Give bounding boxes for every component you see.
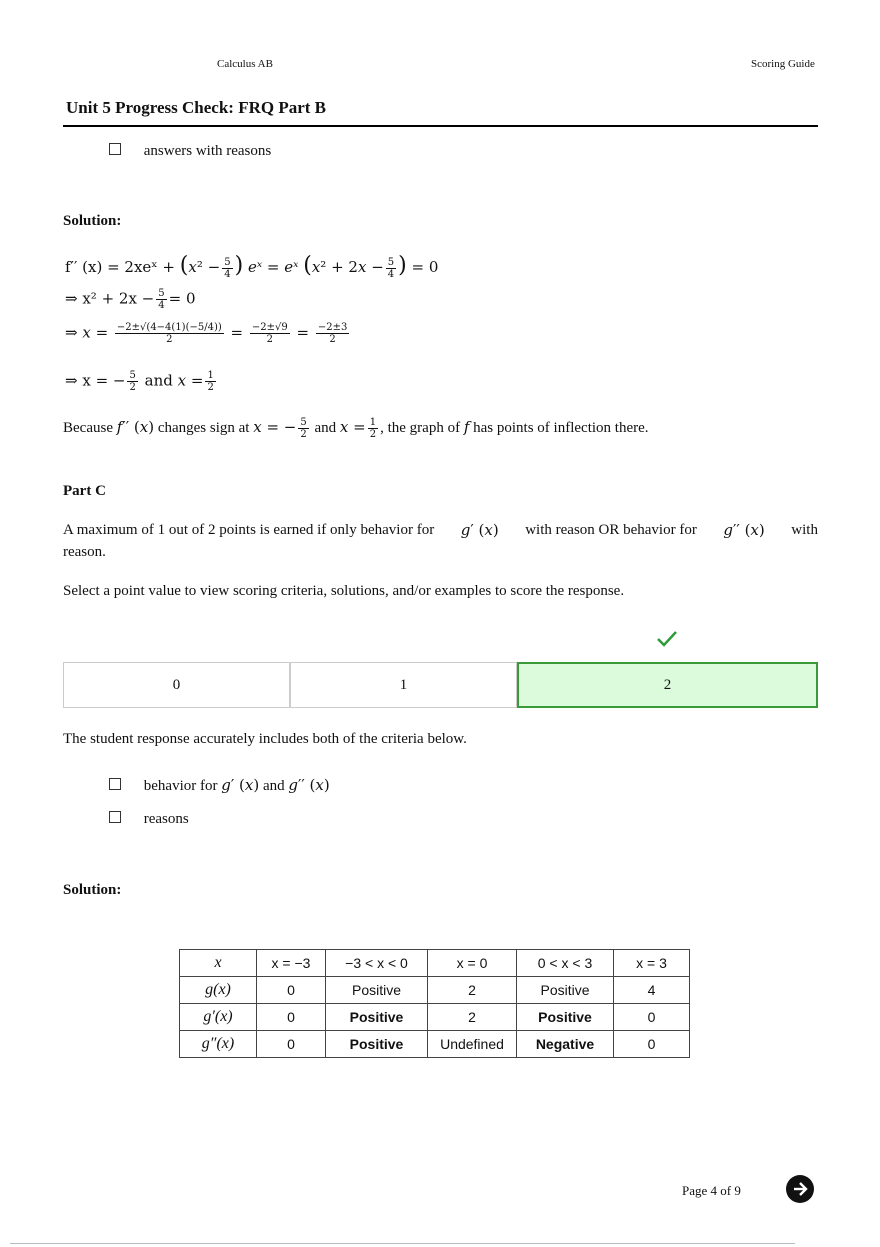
arrow-right-icon (791, 1180, 809, 1198)
part-c-heading: Part C (63, 483, 106, 499)
criteria-intro: The student response accurately includes both of the criteria below. (63, 731, 467, 747)
score-option-0[interactable]: 0 (63, 662, 290, 708)
derivation-line-3: ⇒ x = $\frac{-2\pm√(4-4(1)(-5/4))}{2}$ = $\frac{-2\pm√9}{2}$ = $\frac{-2\pm 3}{2}$ (65, 322, 348, 345)
doc-type: Scoring Guide (751, 58, 815, 70)
score-option-1[interactable]: 1 (290, 662, 517, 708)
solution-table (179, 949, 690, 1058)
page-title: Unit 5 Progress Check: FRQ Part B (66, 98, 327, 117)
solution-label: Solution: (63, 213, 122, 229)
table-header: x = −3 (257, 950, 326, 977)
derivation-line-4: ⇒ x = − $\frac{5}{2}$ and x = $\frac{1}{2}$ (65, 370, 214, 393)
solution-label-2: Solution: (63, 882, 122, 898)
checkbox-icon[interactable] (109, 811, 121, 823)
table-header: x = 3 (614, 950, 690, 977)
criterion-label: answers with reasons (143, 143, 272, 159)
course-name: Calculus AB (217, 58, 273, 70)
table-header: x (180, 950, 257, 977)
checkmark-icon (656, 630, 678, 648)
table-header-row (180, 950, 690, 977)
criterion-item: reasons (109, 808, 189, 830)
derivation-line-1: f′′ (x) = 2xeˣ + (x² − $\frac{5}{4}$ ) eˣ = eˣ (x² + 2x − $\frac{5}{4}$ ) = 0 (65, 253, 439, 280)
criterion-item (109, 140, 271, 162)
footer-rule (10, 1243, 795, 1244)
table-row: g′(x) 0 Positive 2 Positive 0 (180, 1004, 690, 1031)
score-selector (63, 662, 818, 708)
table-header: 0 < x < 3 (517, 950, 614, 977)
next-page-button[interactable] (786, 1175, 814, 1203)
table-header: −3 < x < 0 (326, 950, 428, 977)
table-row: g(x) 0 Positive 2 Positive 4 (180, 977, 690, 1004)
criterion-item: behavior for g′ (x) and g′′ (x) (109, 774, 330, 797)
part-c-instruction: Select a point value to view scoring criteria, solutions, and/or examples to score the response. (63, 583, 625, 599)
page-number: Page 4 of 9 (682, 1183, 741, 1198)
derivation-line-2: ⇒ x² + 2x − $\frac{5}{4}$ = 0 (65, 288, 196, 311)
checkbox-icon[interactable] (109, 778, 121, 790)
checkbox-icon[interactable] (109, 143, 121, 155)
score-option-2[interactable]: 2 (517, 662, 818, 708)
title-rule (63, 125, 818, 127)
table-header: x = 0 (428, 950, 517, 977)
part-c-note: A maximum of 1 out of 2 points is earned if only behavior for g′ (x) with reason OR behavior for g′′ (x) with reason. (63, 521, 818, 560)
table-row: g″(x) 0 Positive Undefined Negative 0 (180, 1031, 690, 1058)
inflection-statement: Because f′′ (x) changes sign at x = − $\frac{5}{2}$ and x = $\frac{1}{2}$ , the graph of f has points of inflection there. (63, 416, 649, 440)
